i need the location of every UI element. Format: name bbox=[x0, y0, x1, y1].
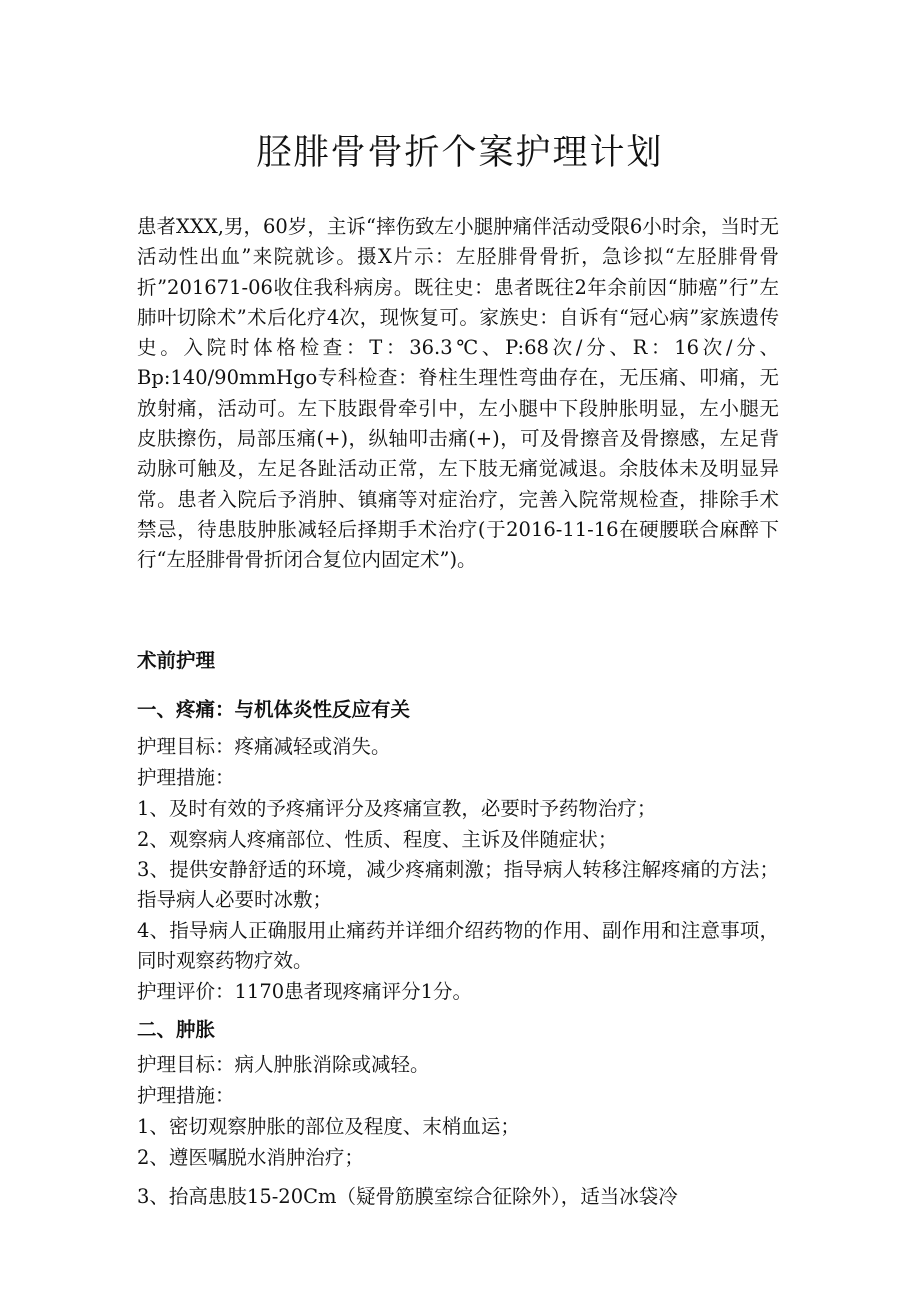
swelling-measure-2: 2、遵医嘱脱水消肿治疗； bbox=[137, 1146, 364, 1169]
pain-evaluation: 护理评价：1170患者现疼痛评分1分。 bbox=[137, 980, 473, 1003]
pain-goal: 护理目标：疼痛减轻或消失。 bbox=[137, 735, 391, 758]
swelling-measure-1: 1、密切观察肿胀的部位及程度、末梢血运； bbox=[137, 1115, 520, 1138]
swelling-goal: 护理目标：病人肿胀消除或减轻。 bbox=[137, 1053, 430, 1076]
pain-measure-3: 3、提供安静舒适的环境，减少疼痛刺激；指导病人转移注解疼痛的方法；指导病人必要时冰敷； bbox=[137, 858, 779, 912]
pain-measure-4: 4、指导病人正确服用止痛药并详细介绍药物的作用、副作用和注意事项，同时观察药物疗效。 bbox=[137, 919, 779, 973]
pain-measure-1: 1、及时有效的予疼痛评分及疼痛宣教，必要时予药物治疗； bbox=[137, 797, 657, 820]
case-summary-paragraph: 患者XXX,男，60岁，主诉“摔伤致左小腿肿痛伴活动受限6小时余，当时无活动性出血”来院就诊。摄X片示：左胫腓骨骨折，急诊拟“左胫腓骨骨折”201671-06收住我科病房。既往史：患者既往2年余前因“肺癌”行”左肺叶切除术”术后化疗4次，现恢复可。家族史：自诉有“冠心病”家族遗传史。入院时体格检查：T：36.3℃、P:68次/分、R：16次/分、Bp:140/90mmHgo专科检查：脊柱生理性弯曲存在，无压痛、叩痛，无放射痛，活动可。左下肢跟骨牵引中，左小腿中下段肿胀明显，左小腿无皮肤擦伤，局部压痛(+)，纵轴叩击痛(+)，可及骨擦音及骨擦感，左足背动脉可触及，左足各趾活动正常，左下肢无痛觉减退。余肢体未及明显异常。患者入院后予消肿、镇痛等对症治疗，完善入院常规检查，排除手术禁忌，待患肢肿胀减轻后择期手术治疗(于2016-11-16在硬腰联合麻醉下行“左胫腓骨骨折闭合复位内固定术”)。 bbox=[137, 215, 779, 572]
swelling-measures-label: 护理措施： bbox=[137, 1084, 235, 1107]
document-title: 胫腓骨骨折个案护理计划 bbox=[256, 133, 664, 173]
swelling-measure-3: 3、抬高患肢15-20Cm（疑骨筋膜室综合征除外），适当冰袋冷 bbox=[137, 1185, 678, 1208]
pain-heading: 一、疼痛：与机体炎性反应有关 bbox=[137, 698, 411, 721]
pain-measures-label: 护理措施： bbox=[137, 766, 235, 789]
preop-heading: 术前护理 bbox=[137, 649, 216, 672]
pain-measure-2: 2、观察病人疼痛部位、性质、程度、主诉及伴随症状； bbox=[137, 828, 618, 851]
swelling-heading: 二、肿胀 bbox=[137, 1018, 216, 1041]
